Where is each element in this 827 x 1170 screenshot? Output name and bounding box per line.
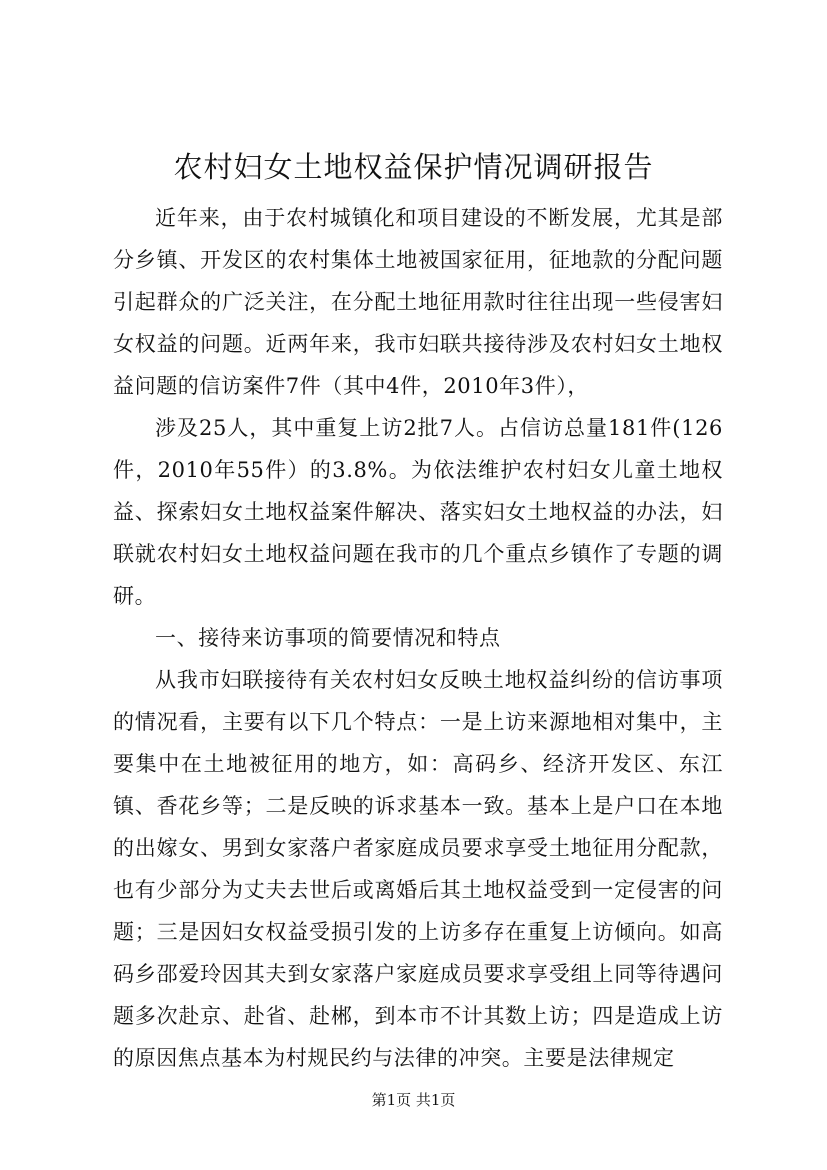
document-body [113,197,723,1079]
document-title: 农村妇女土地权益保护情况调研报告 [173,150,654,184]
paragraph-3: 从我市妇联接待有关农村妇女反映土地权益纠纷的信访事项的情况看，主要有以下几个特点：一是上访来源地相对集中，主要集中在土地被征用的地方，如：高码乡、经济开发区、东江镇、香花乡等；二是反映的诉求基本一致。基本上是户口在本地的出嫁女、男到女家落户者家庭成员要求享受土地征用分配款，也有少部分为丈夫去世后或离婚后其土地权益受到一定侵害的问题；三是因妇女权益受损引发的上访多存在重复上访倾向。如高码乡邵爱玲因其夫到女家落户家庭成员要求享受组上同等待遇问题多次赴京、赴省、赴郴，到本市不计其数上访；四是造成上访的原因焦点基本为村规民约与法律的冲突。主要是法律规定 [113,668,723,1070]
paragraph-1: 近年来，由于农村城镇化和项目建设的不断发展，尤其是部分乡镇、开发区的农村集体土地被国家征用，征地款的分配问题引起群众的广泛关注，在分配土地征用款时往往出现一些侵害妇女权益的问题。近两年来，我市妇联共接待涉及农村妇女土地权益问题的信访案件7件（其中4件，2010年3件）， [113,206,723,398]
paragraph-2: 涉及25人，其中重复上访2批7人。占信访总量181件(126件，2010年55件）的3.8%。为依法维护农村妇女儿童土地权益、探索妇女土地权益案件解决、落实妇女土地权益的办法，妇联就农村妇女土地权益问题在我市的几个重点乡镇作了专题的调研。 [113,416,723,608]
section-heading-1: 一、接待来访事项的简要情况和特点 [155,626,501,650]
page-number-footer: 第1页 共1页 [371,1091,456,1109]
